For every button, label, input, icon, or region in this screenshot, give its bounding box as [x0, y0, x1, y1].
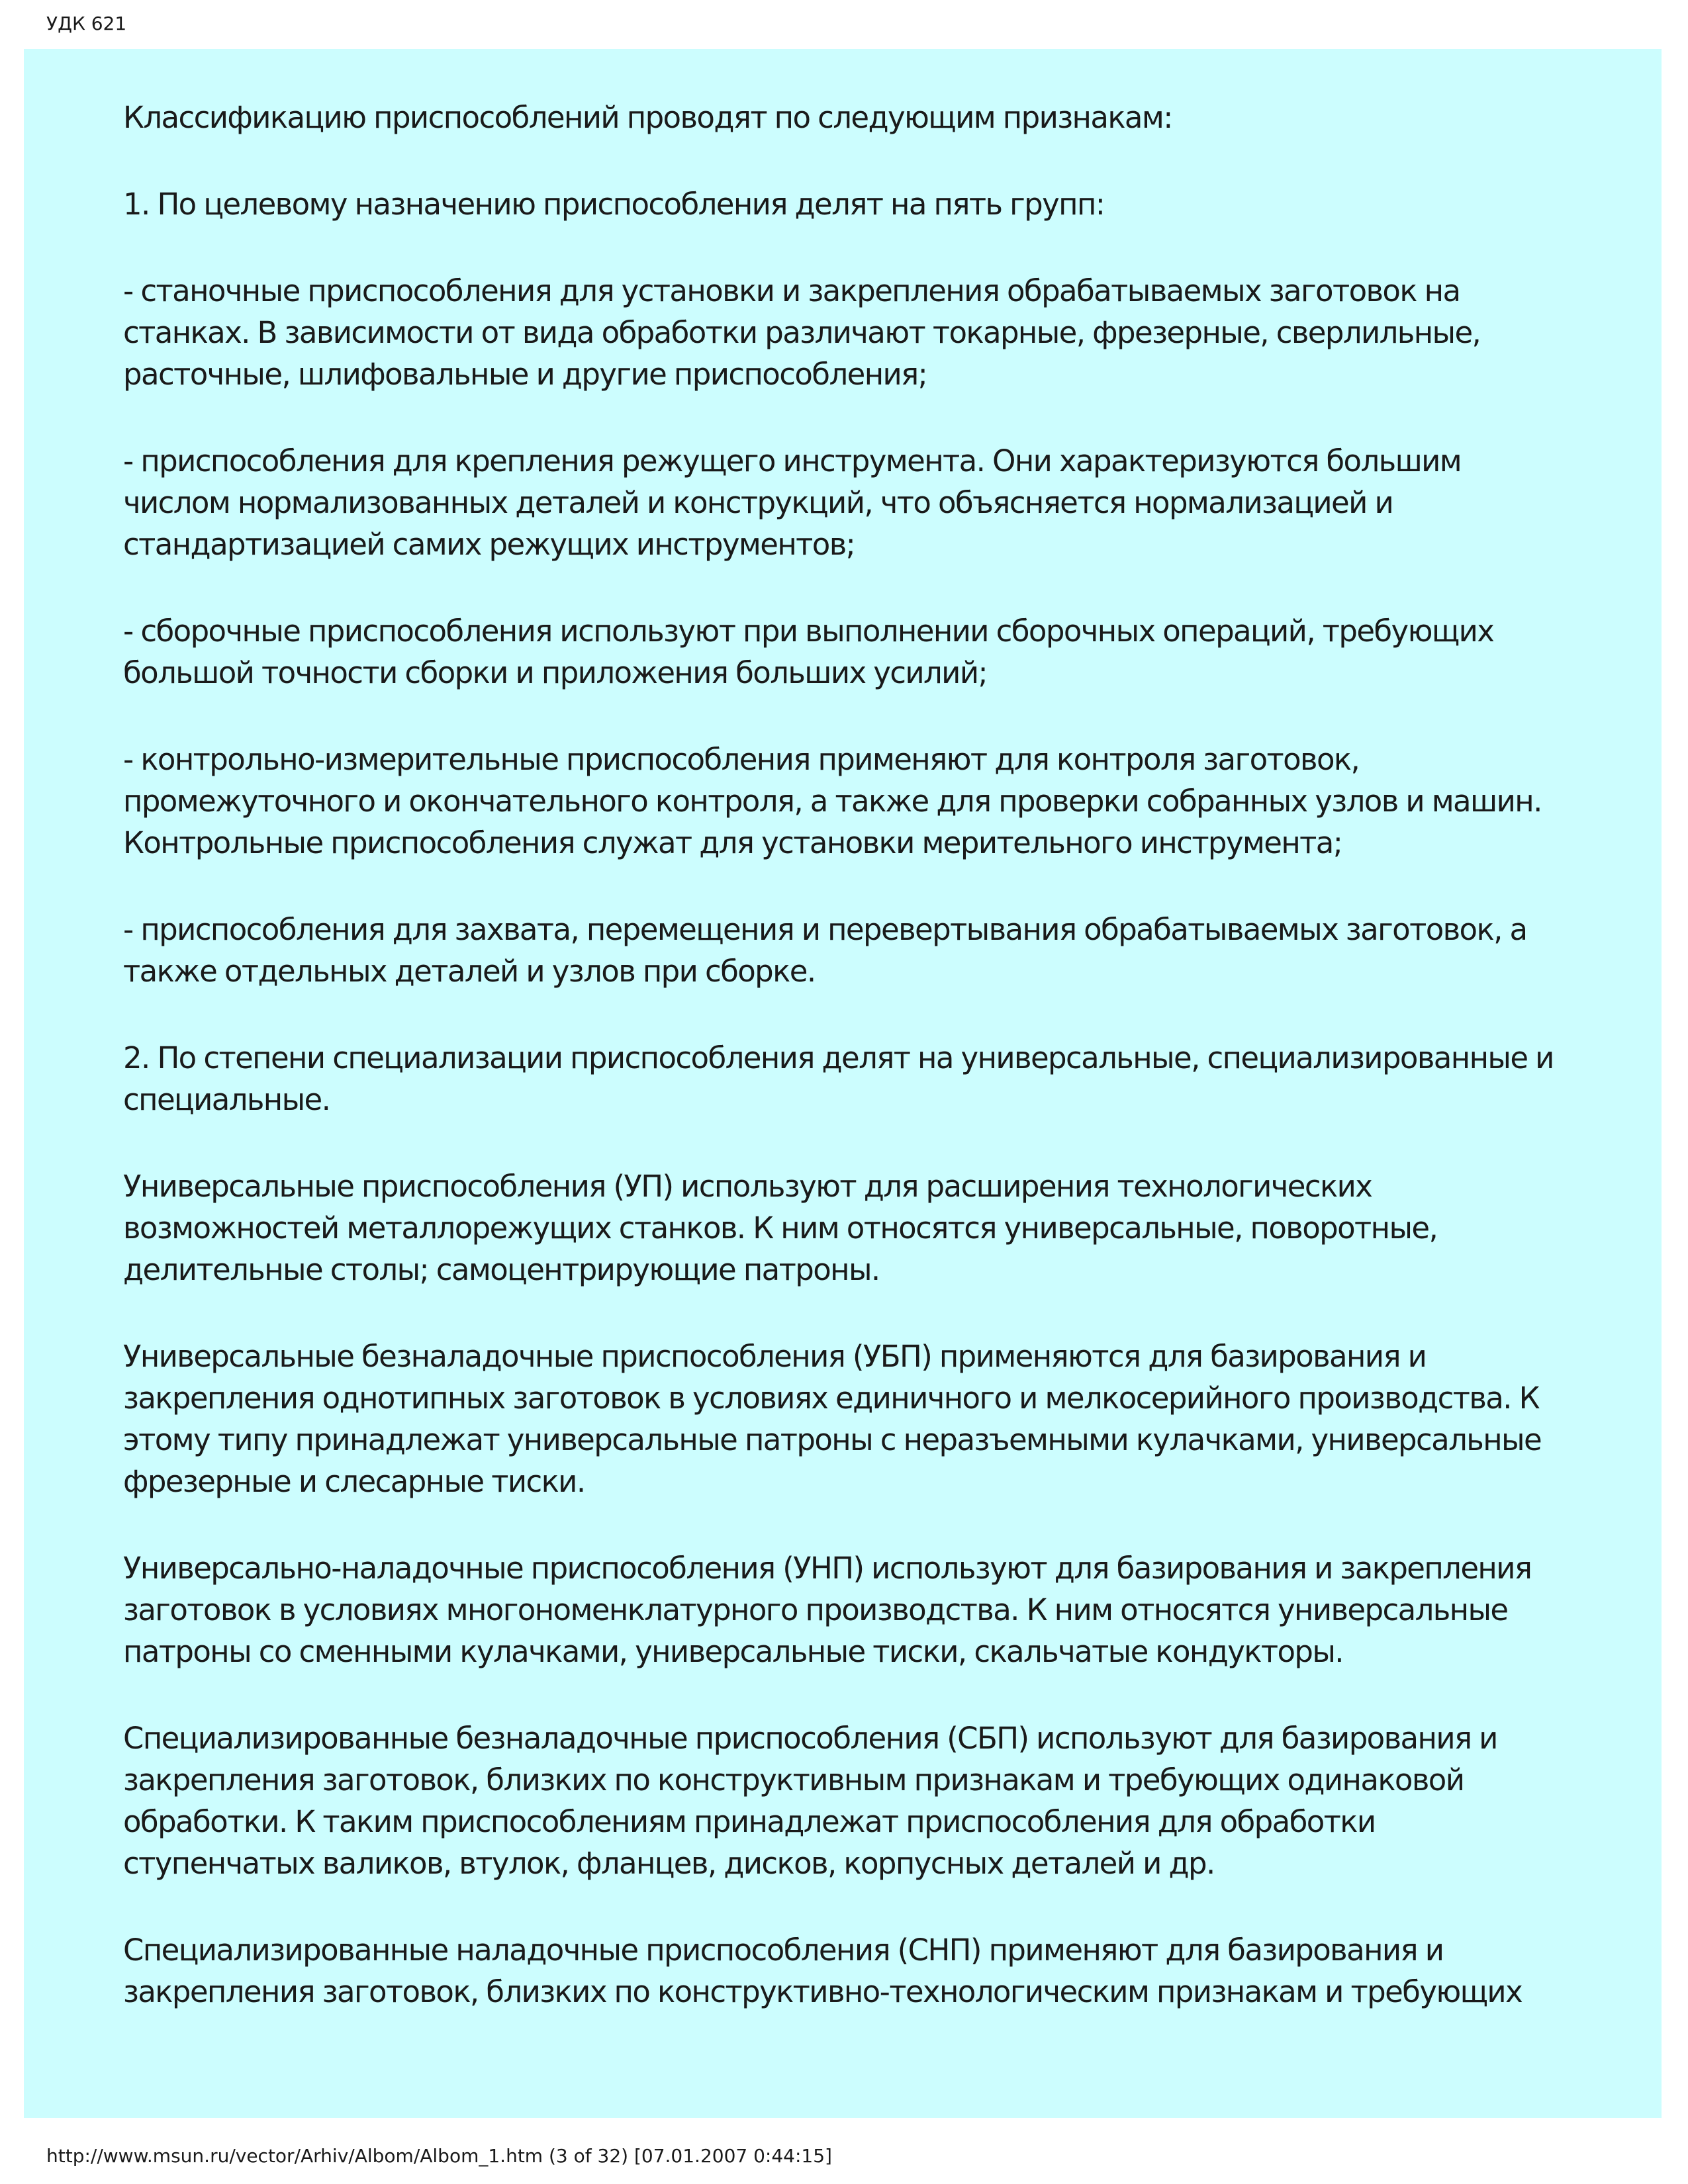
list-item-measuring-fixtures: - контрольно-измерительные приспособления применяют для контроля заготовок, промежуточного и окончательного контроля, а также для проверки собранных узлов и машин. Контрольные приспособления служат для установки мерительного инструмента; [123, 742, 1542, 860]
paragraph-ubp: Универсальные безналадочные приспособления (УБП) применяются для базирования и закрепления однотипных заготовок в условиях единичного и мелкосерийного производства. К этому типу принадлежат универсальные патроны с неразъемными кулачками, универсальные фрезерные и слесарные тиски. [123, 1339, 1542, 1499]
source-url-footer: http://www.msun.ru/vector/Arhiv/Albom/Albom_1.htm (3 of 32) [07.01.2007 0:44:15] [46, 2145, 832, 2167]
paragraph-unp: Универсально-наладочные приспособления (УНП) используют для базирования и закрепления заготовок в условиях многономенклатурного производства. К ним относятся универсальные патроны со сменными кулачками, универсальные тиски, скальчатые кондукторы. [123, 1551, 1532, 1669]
paragraph-up: Универсальные приспособления (УП) используют для расширения технологических возможностей металлорежущих станков. К ним относятся универсальные, поворотные, делительные столы; самоцентрирующие патроны. [123, 1169, 1438, 1287]
udc-code: УДК 621 [46, 13, 127, 34]
intro-paragraph: Классификацию приспособлений проводят по следующим признакам: [123, 100, 1172, 135]
content-panel [24, 49, 1662, 2118]
paragraph-sbp: Специализированные безналадочные приспособления (СБП) используют для базирования и закрепления заготовок, близких по конструктивным признакам и требующих одинаковой обработки. К таким приспособлениям принадлежат приспособления для обработки ступенчатых валиков, втулок, фланцев, дисков, корпусных деталей и др. [123, 1721, 1497, 1881]
list-item-machine-fixtures: - станочные приспособления для установки и закрепления обрабатываемых заготовок на станках. В зависимости от вида обработки различают токарные, фрезерные, сверлильные, расточные, шлифовальные и другие приспособления; [123, 273, 1481, 392]
list-item-assembly-fixtures: - сборочные приспособления используют при выполнении сборочных операций, требующих большой точности сборки и приложения больших усилий; [123, 614, 1494, 690]
section-2-heading: 2. По степени специализации приспособления делят на универсальные, специализированные и специальные. [123, 1040, 1554, 1117]
list-item-tool-fixtures: - приспособления для крепления режущего инструмента. Они характеризуются большим числом нормализованных деталей и конструкций, что объясняется нормализацией и стандартизацией самих режущих инструментов; [123, 443, 1462, 562]
list-item-handling-fixtures: - приспособления для захвата, перемещения и перевертывания обрабатываемых заготовок, а также отдельных деталей и узлов при сборке. [123, 912, 1527, 989]
section-1-heading: 1. По целевому назначению приспособления делят на пять групп: [123, 187, 1105, 222]
paragraph-snp: Специализированные наладочные приспособления (СНП) применяют для базирования и закрепления заготовок, близких по конструктивно-технологическим признакам и требующих [123, 1933, 1523, 2009]
